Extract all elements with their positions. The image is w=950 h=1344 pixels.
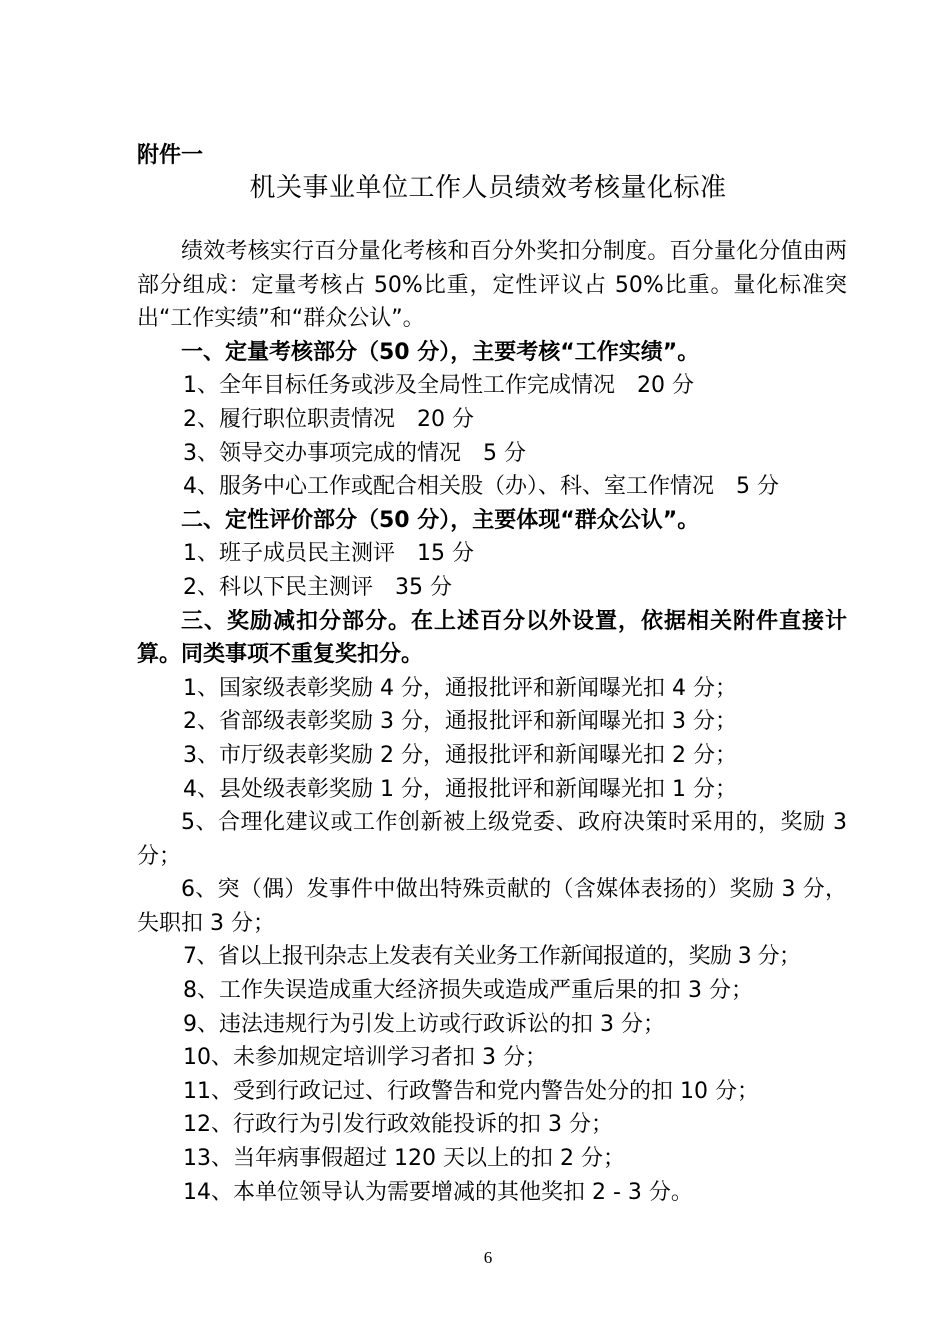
section-1-item: 2、履行职位职责情况 20 分 — [183, 406, 474, 432]
section-3-heading: 三、奖励减扣分部分。在上述百分以外设置，依据相关附件直接计算。同类事项不重复奖扣分。 — [137, 608, 847, 668]
document-title: 机关事业单位工作人员绩效考核量化标准 — [249, 173, 727, 203]
section-3-item: 9、违法违规行为引发上访或行政诉讼的扣 3 分； — [183, 1011, 665, 1037]
document-body — [137, 235, 847, 1209]
section-2-heading: 二、定性评价部分（50 分），主要体现“群众公认”。 — [181, 507, 700, 533]
section-1-heading: 一、定量考核部分（50 分），主要考核“工作实绩”。 — [181, 339, 700, 365]
section-3-item: 7、省以上报刊杂志上发表有关业务工作新闻报道的，奖励 3 分； — [183, 944, 801, 970]
section-3-item: 11、受到行政记过、行政警告和党内警告处分的扣 10 分； — [183, 1078, 759, 1104]
section-3-item: 4、县处级表彰奖励 1 分，通报批评和新闻曝光扣 1 分； — [183, 776, 737, 802]
page-number: 6 — [483, 1248, 493, 1267]
section-3-item: 10、未参加规定培训学习者扣 3 分； — [183, 1045, 547, 1071]
section-1-item: 3、领导交办事项完成的情况 5 分 — [183, 440, 526, 466]
intro-paragraph: 绩效考核实行百分量化考核和百分外奖扣分制度。百分量化分值由两部分组成：定量考核占 50%比重，定性评议占 50%比重。量化标准突出“工作实绩”和“群众公认”。 — [137, 239, 847, 332]
section-2-item: 2、科以下民主测评 35 分 — [183, 574, 452, 600]
section-3-item: 5、合理化建议或工作创新被上级党委、政府决策时采用的，奖励 3 分； — [137, 810, 847, 869]
section-3-item: 1、国家级表彰奖励 4 分，通报批评和新闻曝光扣 4 分； — [183, 675, 737, 701]
section-3-item: 2、省部级表彰奖励 3 分，通报批评和新闻曝光扣 3 分； — [183, 709, 737, 735]
section-1-item: 1、全年目标任务或涉及全局性工作完成情况 20 分 — [183, 373, 694, 399]
section-3-item: 14、本单位领导认为需要增减的其他奖扣 2 - 3 分。 — [183, 1179, 693, 1205]
section-2-item: 1、班子成员民主测评 15 分 — [183, 541, 474, 567]
section-3-item: 8、工作失误造成重大经济损失或造成严重后果的扣 3 分； — [183, 978, 753, 1004]
section-3-item: 12、行政行为引发行政效能投诉的扣 3 分； — [183, 1112, 613, 1138]
section-3-item: 13、当年病事假超过 120 天以上的扣 2 分； — [183, 1146, 625, 1172]
attachment-label: 附件一 — [137, 143, 204, 168]
section-1-item: 4、服务中心工作或配合相关股（办）、科、室工作情况 5 分 — [183, 474, 779, 500]
section-3-item: 3、市厅级表彰奖励 2 分，通报批评和新闻曝光扣 2 分； — [183, 742, 737, 768]
section-3-item: 6、突（偶）发事件中做出特殊贡献的（含媒体表扬的）奖励 3 分，失职扣 3 分； — [137, 877, 847, 936]
